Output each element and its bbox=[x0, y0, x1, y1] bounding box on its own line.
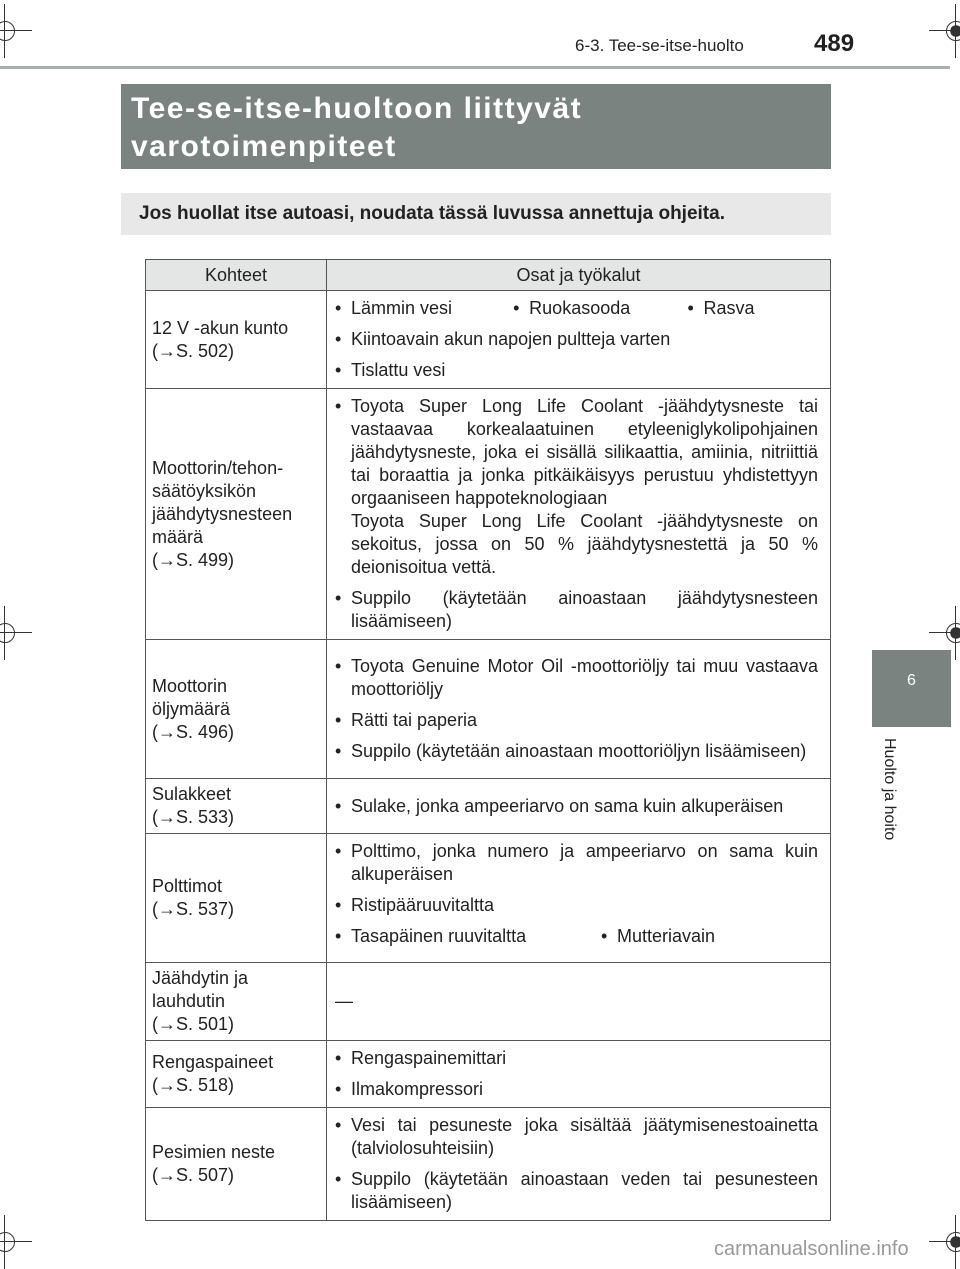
table-row bbox=[146, 640, 831, 779]
parts-bullet bbox=[335, 1047, 818, 1070]
parts-note: Toyota Super Long Life Coolant -jäähdytysneste on sekoitus, jossa on 50 % jäähdytysnestettä ja 50 % deionisoitua vettä. bbox=[351, 511, 818, 577]
item-cell bbox=[146, 1041, 327, 1108]
item-cell bbox=[146, 779, 327, 834]
item-label: jäähdytysnesteen bbox=[152, 503, 293, 524]
table-row bbox=[146, 291, 831, 389]
item-cell bbox=[146, 834, 327, 963]
parts-cell bbox=[327, 1041, 831, 1108]
page-title-line: Tee-se-itse-huoltoon liittyvät bbox=[131, 92, 583, 125]
item-label: Moottorin/tehon- bbox=[152, 457, 284, 478]
parts-bullet-text: Tislattu vesi bbox=[351, 360, 446, 380]
item-label: (→S. 501) bbox=[152, 1014, 235, 1034]
parts-cell bbox=[327, 640, 831, 779]
parts-bullet bbox=[335, 1114, 818, 1160]
parts-bullet: • Mutteriavain bbox=[601, 925, 817, 948]
item-cell bbox=[146, 389, 327, 640]
inline-bullets bbox=[335, 925, 818, 948]
table-header-row bbox=[146, 260, 831, 291]
parts-cell bbox=[327, 291, 831, 389]
parts-cell bbox=[327, 1108, 831, 1221]
parts-bullet bbox=[335, 1168, 818, 1214]
table-row bbox=[146, 834, 831, 963]
table-row bbox=[146, 963, 831, 1041]
item-label: Moottorin bbox=[152, 675, 228, 696]
header-divider bbox=[0, 66, 950, 69]
item-label: 12 V -akun kunto bbox=[152, 317, 289, 338]
page-title-line: varotoimenpiteet bbox=[131, 130, 397, 163]
item-label: (→S. 518) bbox=[152, 1075, 235, 1095]
parts-cell bbox=[327, 389, 831, 640]
parts-cell bbox=[327, 834, 831, 963]
item-label: Sulakkeet bbox=[152, 784, 232, 804]
parts-bullet bbox=[335, 795, 818, 818]
registration-mark bbox=[0, 1229, 18, 1255]
parts-bullet-text: Ristipääruuvitaltta bbox=[351, 895, 495, 915]
parts-bullet-text: Vesi tai pesuneste joka sisältää jäätymisenestoainetta (talviolosuhteisiin) bbox=[351, 1115, 818, 1158]
item-label: Pesimien neste bbox=[152, 1142, 276, 1162]
empty-dash: — bbox=[335, 991, 353, 1011]
page-title bbox=[121, 84, 831, 169]
parts-bullet-text: Toyota Genuine Motor Oil -moottoriöljy tai muu vastaava moottoriöljy bbox=[351, 656, 818, 699]
parts-bullet-text: Sulake, jonka ampeeriarvo on sama kuin alkuperäisen bbox=[351, 795, 784, 816]
intro-text: Jos huollat itse autoasi, noudata tässä luvussa annettuja ohjeita. bbox=[121, 193, 831, 235]
table-row bbox=[146, 1108, 831, 1221]
parts-bullet bbox=[335, 328, 818, 351]
parts-cell bbox=[327, 963, 831, 1041]
item-label: Polttimot bbox=[152, 876, 223, 896]
parts-bullet-text: Toyota Super Long Life Coolant -jäähdytysneste tai vastaavaa korkealaatuinen etyleeniglykolipohjainen jäähdytysneste, joka ei sisällä silikaattia, amiinia, nitriittiä tai boraattia ja jonka pitkäikäisyys perustuu yhdistettyyn orgaaniseen happoteknologiaan bbox=[351, 396, 818, 508]
parts-bullet-text: Ilmakompressori bbox=[351, 1079, 484, 1099]
item-label: säätöyksikön bbox=[152, 480, 257, 501]
column-header: Osat ja työkalut bbox=[327, 260, 831, 291]
registration-mark bbox=[943, 620, 960, 646]
parts-bullet-text: Rätti tai paperia bbox=[351, 710, 478, 730]
registration-mark bbox=[943, 1229, 960, 1255]
registration-mark bbox=[0, 18, 18, 44]
parts-bullet-text: Suppilo (käytetään ainoastaan jäähdytysnesteen lisäämiseen) bbox=[351, 588, 818, 631]
parts-bullet bbox=[335, 587, 818, 633]
page-number: 489 bbox=[814, 30, 855, 57]
registration-mark bbox=[0, 620, 18, 646]
item-label: (→S. 502) bbox=[152, 340, 235, 361]
chapter-title: Huolto ja hoito bbox=[881, 738, 898, 841]
parts-bullet-text: Suppilo (käytetään ainoastaan veden tai pesunesteen lisäämiseen) bbox=[351, 1169, 818, 1212]
parts-bullet-text: Kiintoavain akun napojen pultteja varten bbox=[351, 329, 671, 349]
registration-mark bbox=[943, 18, 960, 44]
item-cell bbox=[146, 640, 327, 779]
maintenance-table bbox=[145, 259, 831, 1221]
item-label: lauhdutin bbox=[152, 991, 226, 1011]
item-label: (→S. 537) bbox=[152, 899, 235, 919]
parts-bullet bbox=[335, 709, 818, 732]
parts-bullet bbox=[335, 359, 818, 382]
watermark: carmanualsonline.info bbox=[714, 1238, 909, 1260]
parts-bullet bbox=[335, 1078, 818, 1101]
chapter-tab bbox=[872, 650, 951, 727]
inline-bullets bbox=[335, 297, 818, 320]
parts-cell bbox=[327, 779, 831, 834]
item-cell bbox=[146, 291, 327, 389]
parts-bullet bbox=[335, 740, 818, 763]
parts-bullet: • Ruokasooda bbox=[513, 297, 687, 320]
item-label: Rengaspaineet bbox=[152, 1052, 274, 1072]
item-label: (→S. 496) bbox=[152, 721, 235, 742]
parts-bullet-text: Rengaspainemittari bbox=[351, 1048, 507, 1068]
parts-bullet: • Tasapäinen ruuvitaltta bbox=[335, 925, 601, 948]
item-cell bbox=[146, 963, 327, 1041]
parts-bullet-text: Suppilo (käytetään ainoastaan moottoriöljyn lisäämiseen) bbox=[351, 741, 807, 761]
item-label: määrä bbox=[152, 526, 204, 547]
parts-bullet bbox=[335, 840, 818, 886]
table-row bbox=[146, 389, 831, 640]
parts-bullet bbox=[335, 395, 818, 579]
parts-bullet: • Lämmin vesi bbox=[335, 297, 513, 320]
item-label: Jäähdytin ja bbox=[152, 968, 249, 988]
column-header: Kohteet bbox=[146, 260, 327, 291]
item-label: öljymäärä bbox=[152, 698, 231, 719]
item-label: (→S. 507) bbox=[152, 1165, 235, 1185]
section-label: 6-3. Tee-se-itse-huolto bbox=[575, 36, 744, 55]
table-row bbox=[146, 779, 831, 834]
parts-bullet bbox=[335, 655, 818, 701]
parts-bullet-text: Polttimo, jonka numero ja ampeeriarvo on sama kuin alkuperäisen bbox=[351, 841, 818, 884]
item-label: (→S. 499) bbox=[152, 549, 235, 570]
chapter-number: 6 bbox=[907, 672, 916, 689]
parts-bullet: • Rasva bbox=[688, 297, 818, 320]
parts-bullet bbox=[335, 894, 818, 917]
item-cell bbox=[146, 1108, 327, 1221]
item-label: (→S. 533) bbox=[152, 807, 235, 827]
table-row bbox=[146, 1041, 831, 1108]
